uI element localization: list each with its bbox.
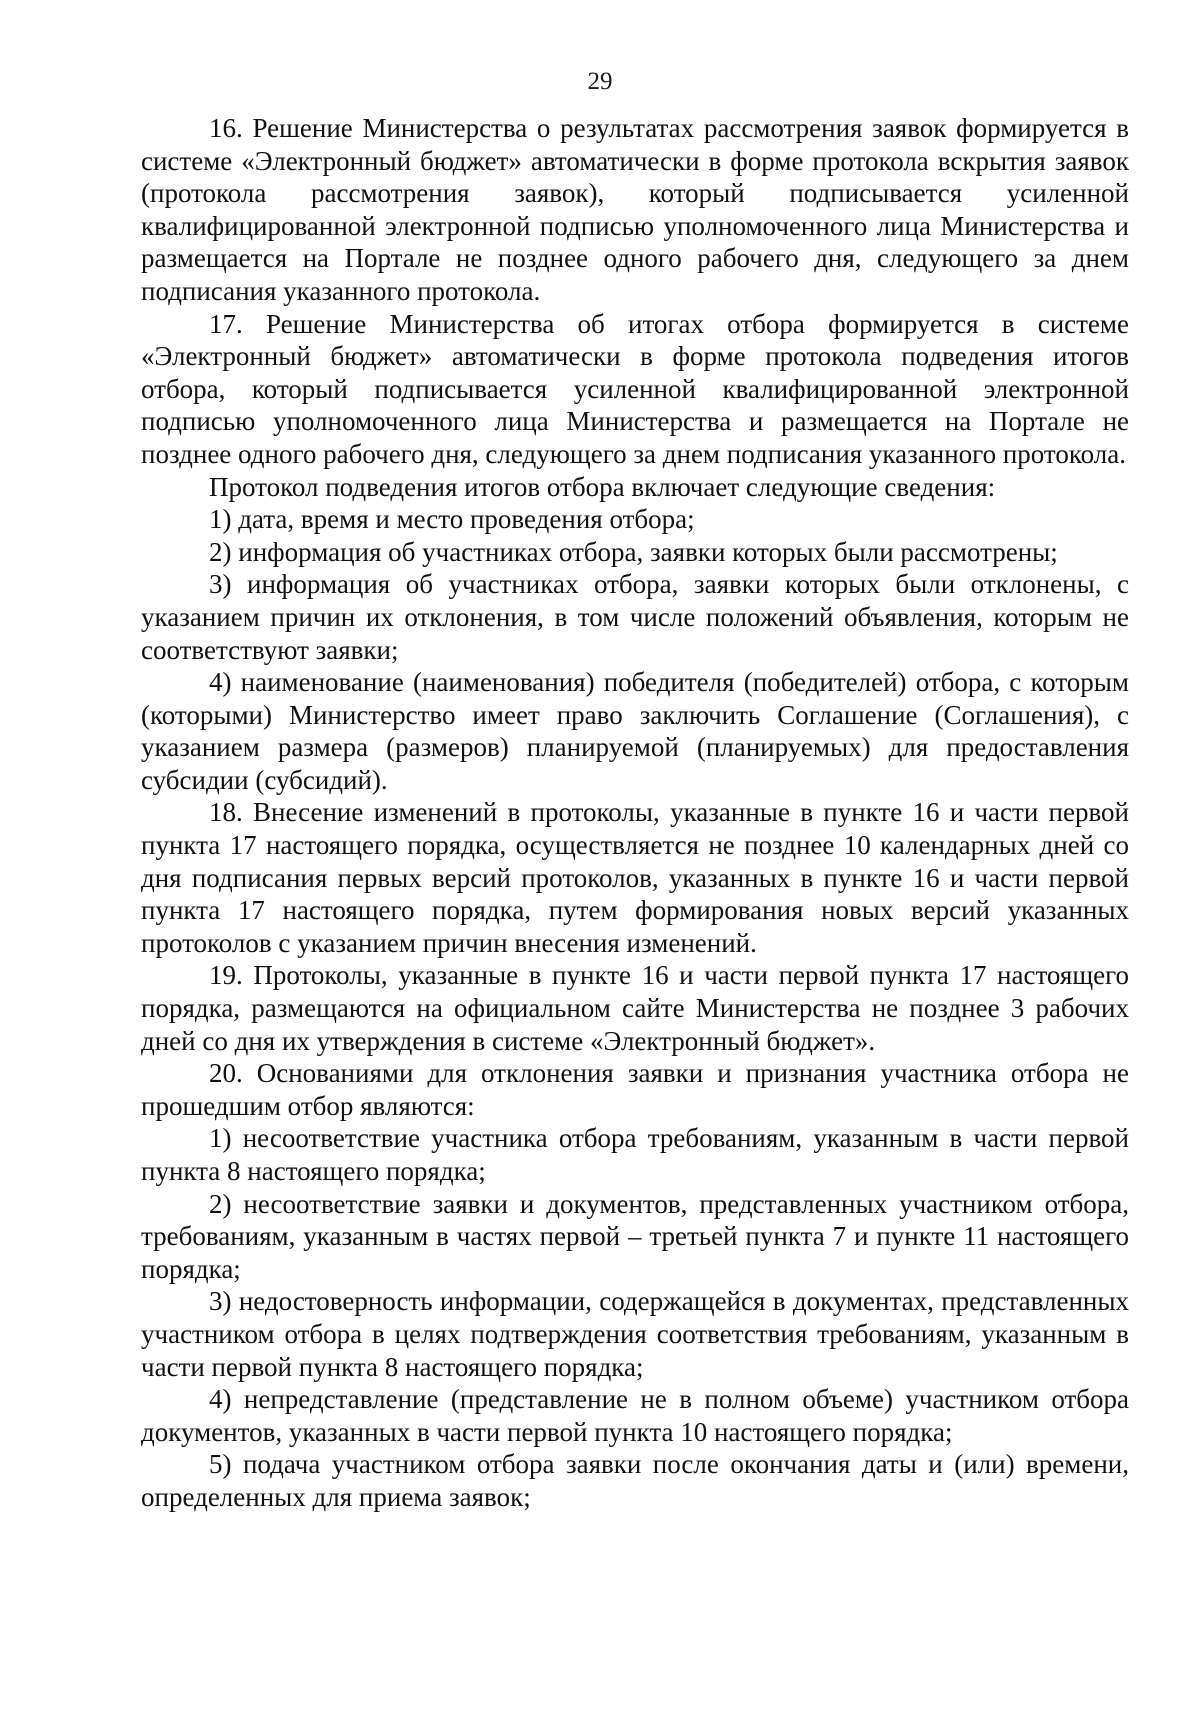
paragraph-18: 18. Внесение изменений в протоколы, указанные в пункте 16 и части первой пункта 17 настоящего порядка, осуществляется не позднее 10 календарных дней со дня подписания первых версий протоколов, указанных в пункте 16 и части первой пункта 17 настоящего порядка, путем формирования новых версий указанных протоколов с указанием причин внесения изменений. [141,797,1129,958]
protocol-contents-intro: Протокол подведения итогов отбора включает следующие сведения: [209,471,996,502]
protocol-item-3: 3) информация об участниках отбора, заявки которых были отклонены, с указанием причин их отклонения, в том числе положений объявления, которым не соответствуют заявки; [141,569,1129,665]
rejection-ground-1: 1) несоответствие участника отбора требованиям, указанным в части первой пункта 8 настоящего порядка; [141,1123,1129,1186]
paragraph-16: 16. Решение Министерства о результатах рассмотрения заявок формируется в системе «Электронный бюджет» автоматически в форме протокола вскрытия заявок (протокола рассмотрения заявок), который подписывается усиленной квалифицированной электронной подписью уполномоченного лица Министерства и размещается на Портале не позднее одного рабочего дня, следующего за днем подписания указанного протокола. [141,113,1129,306]
page-number: 29 [587,68,613,95]
paragraph-20: 20. Основаниями для отклонения заявки и признания участника отбора не прошедшим отбор являются: [141,1058,1129,1121]
protocol-item-4: 4) наименование (наименования) победителя (победителей) отбора, с которым (которыми) Министерство имеет право заключить Соглашение (Соглашения), с указанием размера (размеров) планируемой (планируемых) для предоставления субсидии (субсидий). [141,667,1129,795]
protocol-item-2: 2) информация об участниках отбора, заявки которых были рассмотрены; [209,536,1058,567]
protocol-item-1: 1) дата, время и место проведения отбора; [209,504,695,535]
document-body [141,112,1129,1514]
rejection-ground-3: 3) недостоверность информации, содержащейся в документах, представленных участником отбора в целях подтверждения соответствия требованиям, указанным в части первой пункта 8 настоящего порядка; [141,1286,1129,1382]
paragraph-17: 17. Решение Министерства об итогах отбора формируется в системе «Электронный бюджет» автоматически в форме протокола подведения итогов отбора, который подписывается усиленной квалифицированной электронной подписью уполномоченного лица Министерства и размещается на Портале не позднее одного рабочего дня, следующего за днем подписания указанного протокола. [141,308,1129,469]
rejection-ground-5: 5) подача участником отбора заявки после окончания даты и (или) времени, определенных для приема заявок; [141,1449,1129,1512]
rejection-ground-2: 2) несоответствие заявки и документов, представленных участником отбора, требованиям, указанным в частях первой – третьей пункта 7 и пункте 11 настоящего порядка; [141,1188,1129,1284]
paragraph-19: 19. Протоколы, указанные в пункте 16 и части первой пункта 17 настоящего порядка, размещаются на официальном сайте Министерства не позднее 3 рабочих дней со дня их утверждения в системе «Электронный бюджет». [141,960,1129,1056]
rejection-ground-4: 4) непредставление (представление не в полном объеме) участником отбора документов, указанных в части первой пункта 10 настоящего порядка; [141,1384,1129,1447]
